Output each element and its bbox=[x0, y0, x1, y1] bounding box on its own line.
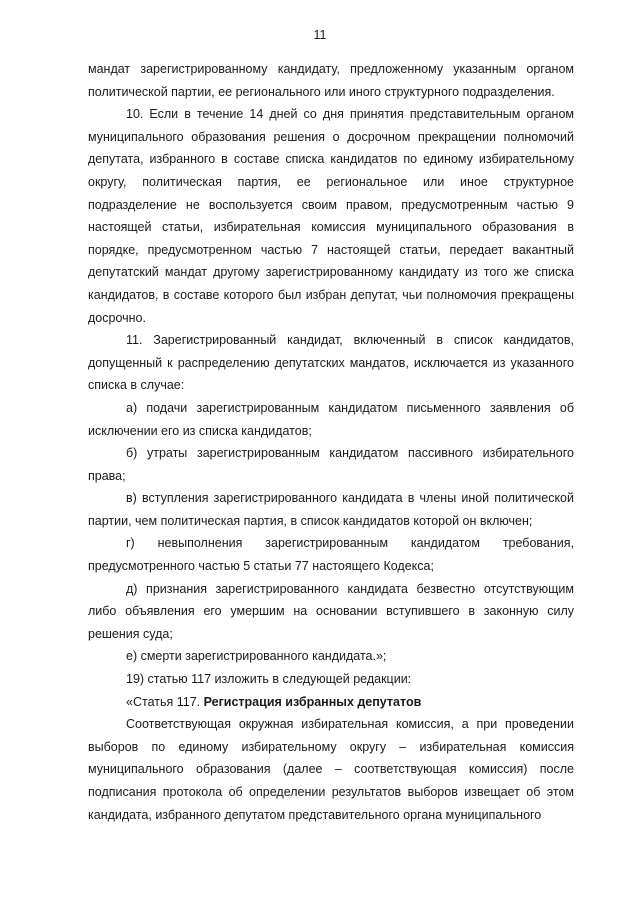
paragraph-continuation: мандат зарегистрированному кандидату, предложенному указанным органом политической партии, ее регионального или иного структурного подразделения. bbox=[88, 62, 574, 99]
article-prefix: «Статья 117. bbox=[126, 694, 204, 709]
document-body bbox=[88, 58, 574, 826]
paragraph-10: 10. Если в течение 14 дней со дня принятия представительным органом муниципального образования решения о досрочном прекращении полномочий депутата, избранного в составе списка кандидатов по единому избирательному округу, политическая партия, ее региональное или иное структурное подразделение не воспользуется своим правом, предусмотренным частью 9 настоящей статьи, избирательная комиссия муниципального образования в порядке, предусмотренном частью 7 настоящей статьи, передает вакантный депутатский мандат другому зарегистрированному кандидату из того же списка кандидатов, в составе которого был избран депутат, чьи полномочия прекращены досрочно. bbox=[88, 107, 574, 325]
item-g: г) невыполнения зарегистрированным кандидатом требования, предусмотренного частью 5 статьи 77 настоящего Кодекса; bbox=[88, 536, 574, 574]
paragraph-19: 19) статью 117 изложить в следующей редакции: bbox=[126, 672, 412, 687]
item-v: в) вступления зарегистрированного кандидата в члены иной политической партии, чем политическая партия, в список кандидатов которой он включен; bbox=[88, 491, 574, 528]
paragraph-11: 11. Зарегистрированный кандидат, включенный в список кандидатов, допущенный к распределению депутатских мандатов, исключается из указанного списка в случае: bbox=[88, 333, 574, 393]
item-d: д) признания зарегистрированного кандидата безвестно отсутствующим либо объявления его умершим на основании вступившего в законную силу решения суда; bbox=[88, 581, 574, 641]
item-a: а) подачи зарегистрированным кандидатом письменного заявления об исключении его из списка кандидатов; bbox=[88, 400, 574, 438]
article-paragraph: Соответствующая окружная избирательная комиссия, а при проведении выборов по единому избирательному округу – избирательная комиссия муниципального образования (далее – соответствующая комиссия) после подписания протокола об определении результатов выборов извещает об этом кандидата, избранного депутатом представительного органа муниципального bbox=[88, 717, 574, 822]
article-heading bbox=[88, 691, 574, 714]
item-e: е) смерти зарегистрированного кандидата.»; bbox=[126, 649, 387, 664]
item-b: б) утраты зарегистрированным кандидатом пассивного избирательного права; bbox=[88, 446, 574, 483]
page-number: 11 bbox=[313, 28, 327, 42]
article-title: Регистрация избранных депутатов bbox=[203, 694, 422, 709]
